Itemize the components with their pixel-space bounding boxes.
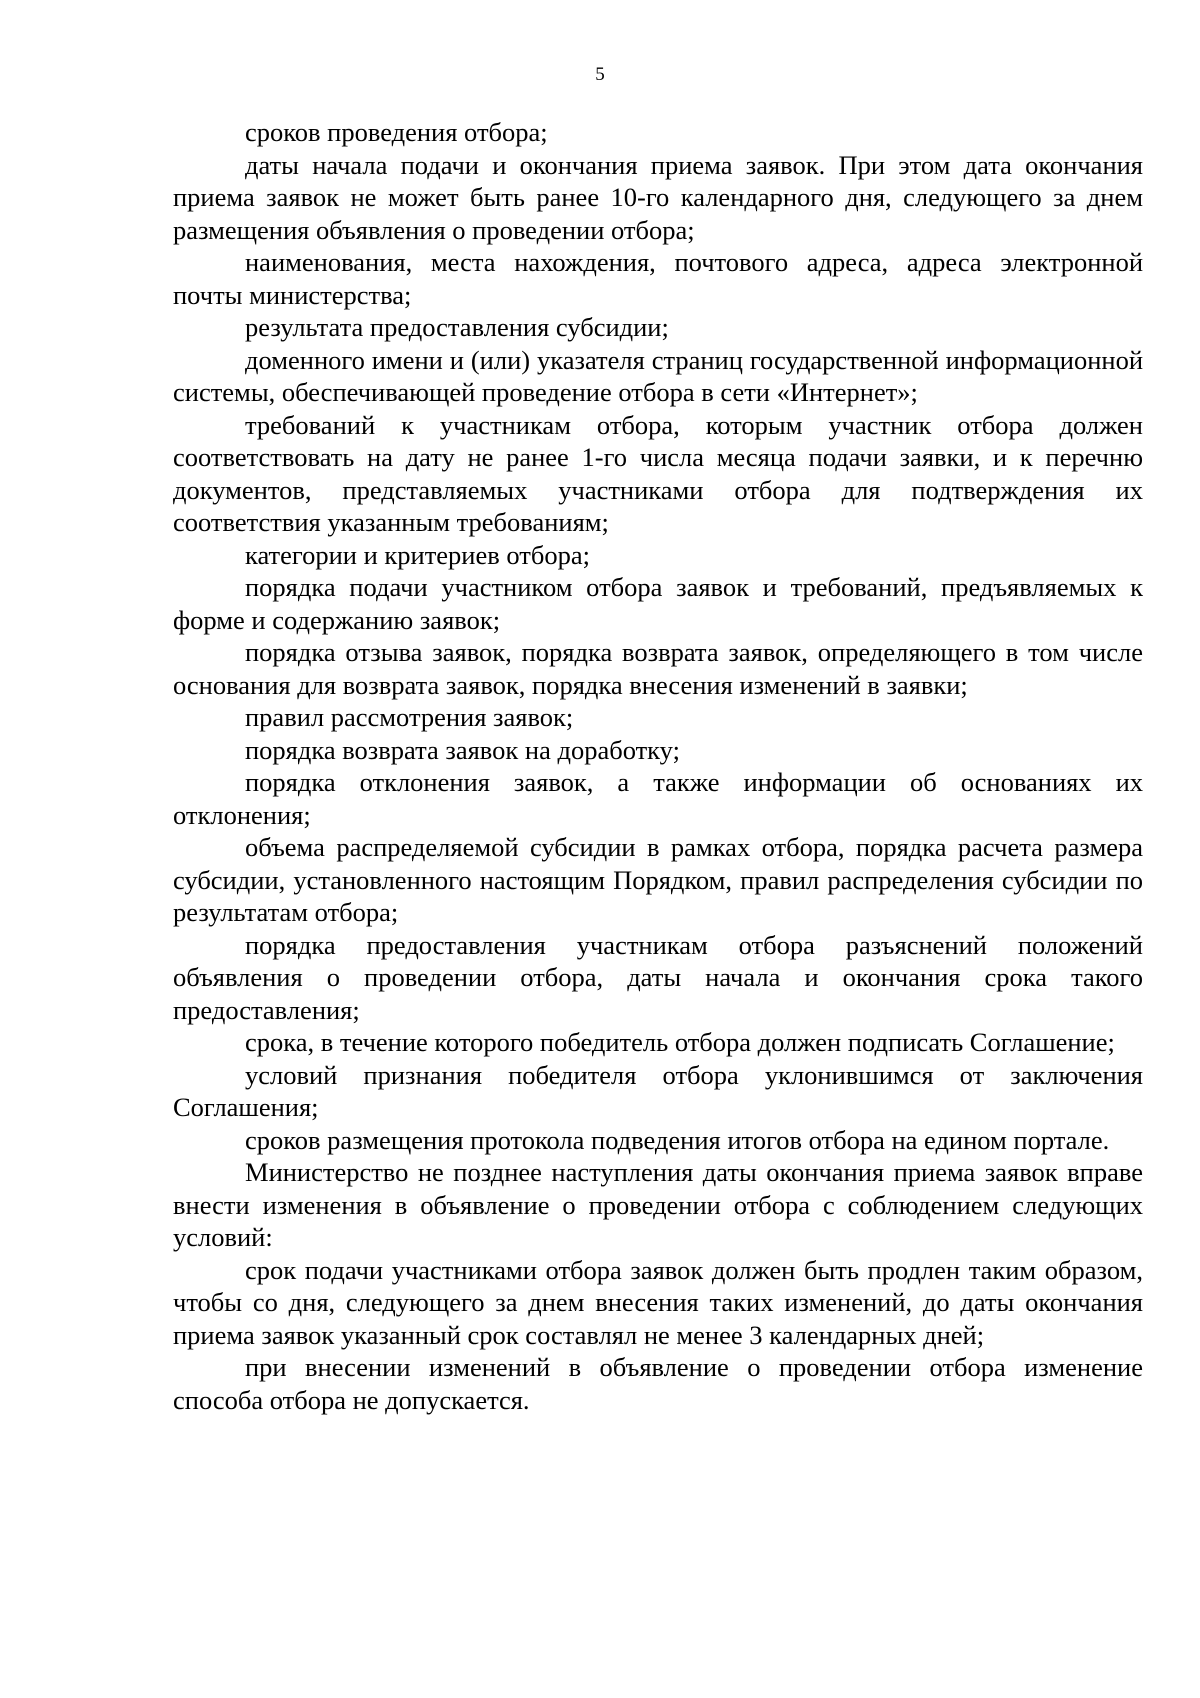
paragraph: сроков размещения протокола подведения итогов отбора на едином портале. — [245, 1124, 1110, 1155]
paragraph: Министерство не позднее наступления даты окончания приема заявок вправе внести изменения в объявление о проведении отбора с соблюдением следующих условий: — [173, 1157, 1143, 1252]
paragraph: правил рассмотрения заявок; — [245, 702, 574, 732]
paragraph: условий признания победителя отбора уклонившимся от заключения Соглашения; — [173, 1059, 1143, 1122]
paragraph: срок подачи участниками отбора заявок должен быть продлен таким образом, чтобы со дня, следующего за днем внесения таких изменений, до даты окончания приема заявок указанный срок составлял не менее 3 календарных дней; — [173, 1254, 1143, 1350]
paragraph: порядка отклонения заявок, а также информации об основаниях их отклонения; — [173, 767, 1143, 830]
page-number: 5 — [595, 64, 605, 85]
paragraph: результата предоставления субсидии; — [245, 312, 669, 342]
paragraph: порядка подачи участником отбора заявок и требований, предъявляемых к форме и содержанию заявок; — [173, 572, 1143, 635]
paragraph: доменного имени и (или) указателя страниц государственной информационной системы, обеспечивающей проведение отбора в сети «Интернет»; — [173, 344, 1143, 407]
paragraph: наименования, места нахождения, почтового адреса, адреса электронной почты министерства; — [173, 247, 1143, 310]
paragraph: срока, в течение которого победитель отбора должен подписать Соглашение; — [245, 1027, 1115, 1057]
paragraph: даты начала подачи и окончания приема заявок. При этом дата окончания приема заявок не может быть ранее 10-го календарного дня, следующего за днем размещения объявления о проведении отбора; — [173, 149, 1143, 245]
paragraph: требований к участникам отбора, которым участник отбора должен соответствовать на дату не ранее 1-го числа месяца подачи заявки, и к перечню документов, представляемых участниками отбора для подтверждения их соответствия указанным требованиям; — [173, 409, 1143, 537]
document-body — [173, 116, 1143, 1416]
paragraph: при внесении изменений в объявление о проведении отбора изменение способа отбора не допускается. — [173, 1352, 1143, 1415]
paragraph: порядка возврата заявок на доработку; — [245, 734, 680, 765]
paragraph: порядка отзыва заявок, порядка возврата заявок, определяющего в том числе основания для возврата заявок, порядка внесения изменений в заявки; — [173, 637, 1143, 700]
paragraph: категории и критериев отбора; — [245, 539, 590, 570]
paragraph: порядка предоставления участникам отбора разъяснений положений объявления о проведении отбора, даты начала и окончания срока такого предоставления; — [173, 929, 1143, 1025]
paragraph: сроков проведения отбора; — [245, 117, 548, 147]
paragraph: объема распределяемой субсидии в рамках отбора, порядка расчета размера субсидии, установленного настоящим Порядком, правил распределения субсидии по результатам отбора; — [173, 832, 1143, 927]
